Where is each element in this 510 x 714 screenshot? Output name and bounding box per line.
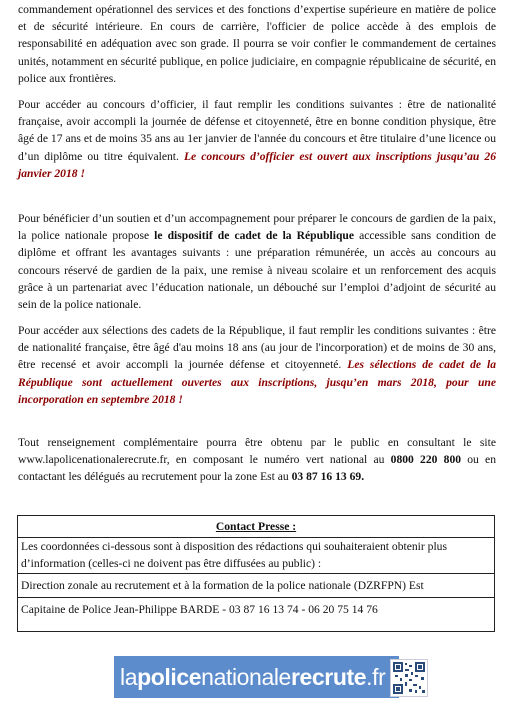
banner-text-nationale: nationale xyxy=(201,664,291,690)
press-contact-box xyxy=(17,515,495,632)
qr-code-graphic xyxy=(391,660,427,696)
paragraph-officer-conditions xyxy=(18,96,496,182)
paragraph-officer-career: commandement opérationnel des services et des fonctions d’expertise supérieure en matière de police et de sécurité intérieure. En cours de carrière, l'officier de police accède à des emplois de responsabilité en adéquation avec son grade. Il pourra se voir confier le commandement de certaines unités, notamment en sécurité publique, en police judiciaire, en compagnie républicaine de sécurité, en police aux frontières. xyxy=(18,3,496,85)
banner-text-recrute: recrute xyxy=(290,664,367,690)
qr-code-icon xyxy=(390,659,428,697)
press-contact-intro: Les coordonnées ci-dessous sont à disposition des rédactions qui souhaiteraient obtenir plus d’information (celles-ci ne doivent pas être diffusées au public) : xyxy=(18,538,494,574)
banner-text-la: la xyxy=(120,664,138,690)
banner-text-fr: .fr xyxy=(366,664,386,690)
paragraph-text: ou en contactant les délégués au recrutement pour la zone Est au xyxy=(18,453,496,484)
phone-number-national: 0800 220 800 xyxy=(390,453,462,467)
cadet-selection-highlight: Les sélections de cadet de la République sont actuellement ouvertes aux inscriptions, jusqu’en mars 2018, pour une incorporation en septembre 2018 ! xyxy=(18,358,496,406)
recruitment-banner xyxy=(114,656,399,698)
cadet-program-name: le dispositif de cadet de la République xyxy=(154,229,355,243)
paragraph-text: Pour bénéficier d’un soutien et d’un accompagnement pour préparer le concours de gardien de la paix, la police nationale propose xyxy=(18,212,496,243)
banner-text-police: police xyxy=(137,664,202,690)
paragraph-cadet-conditions xyxy=(18,322,496,408)
paragraph-text: Pour accéder au concours d’officier, il faut remplir les conditions suivantes : être de nationalité française, avoir accompli la journée de défense et citoyenneté, être en bonne condition physique, être âgé de 17 ans et de moins 35 ans au 1er janvier de l'année du concours et être titulaire d’une licence ou d’un diplôme ou titre équivalent. xyxy=(18,98,496,163)
phone-number-zone-est: 03 87 16 13 69. xyxy=(291,470,365,484)
registration-deadline-highlight: Le concours d’officier est ouvert aux inscriptions jusqu’au 26 janvier 2018 ! xyxy=(18,149,496,180)
paragraph-contact-info xyxy=(18,434,496,486)
paragraph-text: Pour accéder aux sélections des cadets de la République, il faut remplir les conditions suivantes : être de nationalité française, être âgé d'au moins 18 ans (au jour de l'incorporation) et de moins de 30 ans, être recensé et avoir accompli la journée défense et citoyenneté. xyxy=(18,324,496,372)
paragraph-cadet-program xyxy=(18,210,496,313)
press-contact-person: Capitaine de Police Jean-Philippe BARDE - 03 87 16 13 74 - 06 20 75 14 76 xyxy=(21,603,378,616)
paragraph-text: accessible sans condition de diplôme et offrant les avantages suivants : une préparation rémunérée, un accès au concours au concours réservé de gardien de la paix, une remise à niveau scolaire et un renforcement des acquis grâce à un partenariat avec l’éducation nationale, un débouché sur l’emploi d’adjoint de sécurité au sein de la police nationale. xyxy=(18,229,496,312)
press-contact-title: Contact Presse : xyxy=(18,516,494,538)
paragraph-text: Tout renseignement complémentaire pourra être obtenu par le public en consultant le site www.lapolicenationalerecrute.fr, en composant le numéro vert national au xyxy=(18,436,496,467)
press-contact-organization: Direction zonale au recrutement et à la formation de la police nationale (DZRFPN) Est xyxy=(18,574,494,598)
